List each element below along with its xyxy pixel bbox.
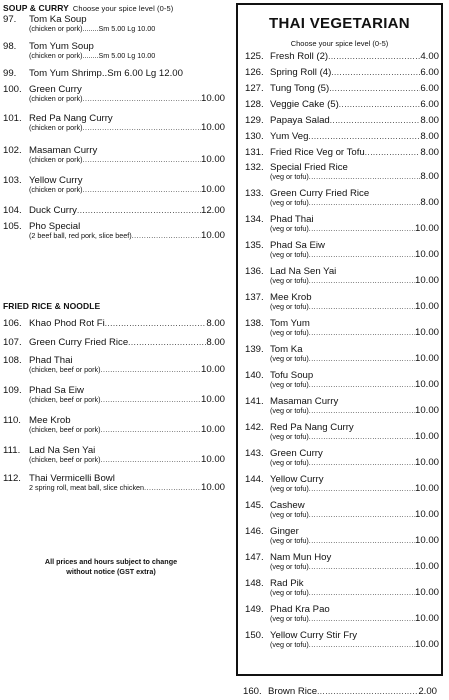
vegetarian-item — [245, 115, 439, 126]
item-description-row — [245, 589, 439, 598]
item-description-row — [3, 396, 225, 405]
soup-item — [3, 205, 225, 216]
item-description: (veg or tofu) — [270, 510, 309, 519]
item-price: 8.00 — [420, 147, 439, 158]
item-description-row — [3, 95, 225, 104]
soup-item — [3, 145, 225, 165]
item-number: 144. — [245, 474, 264, 485]
item-number: 150. — [245, 630, 264, 641]
rice-item-line — [3, 337, 225, 348]
item-number: 147. — [245, 552, 264, 563]
item-price: 10.00 — [414, 249, 439, 260]
item-price: 10.00 — [200, 184, 225, 195]
item-description-row — [3, 25, 225, 33]
item-name: Papaya Salad — [270, 115, 330, 126]
dot-leader — [309, 174, 421, 182]
item-number: 142. — [245, 422, 264, 433]
vegetarian-item — [245, 552, 439, 572]
item-number: 102. — [3, 145, 22, 156]
dot-leader — [309, 226, 415, 234]
item-name: Tom Ka Soup — [29, 14, 87, 25]
vegetarian-item-line — [245, 67, 439, 78]
vegetarian-box — [236, 3, 443, 676]
dot-leader — [101, 427, 201, 435]
item-description-row — [3, 232, 225, 241]
item-name: Masaman Curry — [29, 145, 98, 156]
item-description: (veg or tofu) — [270, 198, 309, 207]
vegetarian-item — [245, 67, 439, 78]
item-description: (veg or tofu) — [270, 354, 309, 363]
dot-leader — [309, 408, 415, 416]
item-number: 110. — [3, 415, 21, 426]
vegetarian-item-line — [245, 147, 439, 158]
extra-item-price: 2.00 — [418, 686, 437, 697]
dot-leader — [309, 512, 415, 520]
item-name: Yellow Curry Stir Fry — [270, 630, 358, 641]
item-price: 8.00 — [420, 131, 439, 142]
item-name: Mee Krob — [270, 292, 312, 303]
dot-leader — [309, 460, 415, 468]
vegetarian-item — [245, 578, 439, 598]
item-number: 125. — [245, 51, 264, 62]
item-price: 10.00 — [414, 509, 439, 520]
vegetarian-item-line — [245, 131, 439, 142]
vegetarian-item — [245, 500, 439, 520]
item-number: 143. — [245, 448, 264, 459]
item-price: 10.00 — [200, 424, 225, 435]
item-price: 10.00 — [200, 93, 225, 104]
item-name: Tom Yum — [270, 318, 310, 329]
dot-leader — [83, 96, 201, 104]
item-price: 8.00 — [420, 171, 439, 182]
dot-leader — [309, 304, 415, 312]
vegetarian-item — [245, 214, 439, 234]
vegetarian-item — [245, 422, 439, 442]
item-number: 100. — [3, 84, 22, 95]
item-price: 10.00 — [414, 301, 439, 312]
vegetarian-item-line — [245, 83, 439, 94]
vegetarian-item — [245, 162, 439, 182]
vegetarian-item — [245, 292, 439, 312]
item-price: 8.00 — [420, 115, 439, 126]
soup-item — [3, 14, 225, 33]
item-description-row — [245, 173, 439, 182]
item-description: 2 spring roll, meat ball, slice chicken — [29, 483, 145, 492]
item-description: (veg or tofu) — [270, 588, 309, 597]
item-price: 10.00 — [414, 535, 439, 546]
item-number: 104. — [3, 205, 22, 216]
rice-item — [3, 318, 225, 329]
vegetarian-item — [245, 318, 439, 338]
item-description-row — [245, 277, 439, 286]
item-name: Red Pa Nang Curry — [270, 422, 354, 433]
item-price: 10.00 — [414, 327, 439, 338]
item-description-row — [3, 186, 225, 195]
item-description: (chicken, beef or pork) — [29, 455, 101, 464]
dot-leader — [128, 337, 206, 348]
item-number: 128. — [245, 99, 264, 110]
rice-heading-text: FRIED RICE & NOODLE — [3, 301, 101, 311]
item-number: 148. — [245, 578, 264, 589]
item-name: Spring Roll (4) — [270, 67, 332, 78]
dot-leader — [317, 686, 418, 697]
item-price: 10.00 — [200, 364, 225, 375]
vegetarian-item-line — [245, 99, 439, 110]
item-description-row — [245, 407, 439, 416]
item-name: Yellow Curry — [29, 175, 83, 186]
price-notice — [22, 557, 200, 577]
rice-item-line — [3, 318, 225, 329]
item-description-row — [3, 484, 225, 493]
item-price: 10.00 — [414, 587, 439, 598]
item-name: Red Pa Nang Curry — [29, 113, 113, 124]
item-name: Nam Mun Hoy — [270, 552, 332, 563]
item-description: (chicken or pork) — [29, 185, 83, 194]
rice-item — [3, 337, 225, 348]
dot-leader — [132, 233, 201, 241]
soup-item — [3, 68, 225, 79]
dot-leader — [101, 367, 201, 375]
item-price: 4.00 — [420, 51, 439, 62]
soup-item — [3, 175, 225, 195]
item-name: Phad Kra Pao — [270, 604, 330, 615]
item-description-row — [245, 433, 439, 442]
item-name: Green Curry Fried Rice — [270, 188, 370, 199]
item-price: 10.00 — [414, 483, 439, 494]
rice-item — [3, 385, 225, 405]
vegetarian-item — [245, 604, 439, 624]
dot-leader — [309, 616, 415, 624]
item-number: 131. — [245, 147, 264, 158]
item-name: Phad Thai — [29, 355, 73, 366]
notice-line-1: All prices and hours subject to change — [44, 557, 178, 566]
item-price: 6.00 — [420, 83, 439, 94]
dot-leader — [309, 590, 415, 598]
item-number: 101. — [3, 113, 22, 124]
item-number: 137. — [245, 292, 264, 303]
item-name: Fried Rice Veg or Tofu — [270, 147, 365, 158]
item-name: Tom Ka — [270, 344, 303, 355]
item-name: Cashew — [270, 500, 305, 511]
dot-leader — [330, 115, 421, 126]
item-price: 10.00 — [200, 122, 225, 133]
item-number: 112. — [3, 473, 21, 484]
item-name: Khao Phod Rot Fi — [29, 318, 105, 329]
dot-leader — [309, 434, 415, 442]
extra-item-name: Brown Rice — [268, 686, 318, 697]
item-price: 10.00 — [200, 154, 225, 165]
item-description: (chicken, beef or pork) — [29, 425, 101, 434]
item-name: Thai Vermicelli Bowl — [29, 473, 115, 484]
item-name: Duck Curry — [29, 205, 77, 216]
item-description: (chicken or pork)........Sm 5.00 Lg 10.00 — [29, 24, 156, 33]
rice-item — [3, 473, 225, 493]
item-price: 10.00 — [414, 639, 439, 650]
dot-leader — [83, 125, 201, 133]
item-number: 145. — [245, 500, 264, 511]
item-number: 146. — [245, 526, 264, 537]
item-description-row — [245, 329, 439, 338]
item-description: (veg or tofu) — [270, 562, 309, 571]
item-price: 10.00 — [414, 379, 439, 390]
item-description-row — [245, 537, 439, 546]
item-description: (chicken or pork) — [29, 94, 83, 103]
item-number: 106. — [3, 318, 22, 329]
item-name: Masaman Curry — [270, 396, 339, 407]
dot-leader — [83, 187, 201, 195]
vegetarian-item — [245, 240, 439, 260]
vegetarian-item — [245, 474, 439, 494]
item-description: (chicken, beef or pork) — [29, 365, 101, 374]
dot-leader — [309, 356, 415, 364]
dot-leader — [77, 205, 201, 216]
item-price: 10.00 — [414, 613, 439, 624]
item-price: 10.00 — [200, 454, 225, 465]
dot-leader — [331, 67, 420, 78]
item-number: 134. — [245, 214, 264, 225]
rice-item — [3, 445, 225, 465]
vegetarian-item — [245, 448, 439, 468]
item-name: Yellow Curry — [270, 474, 324, 485]
vegetarian-item — [245, 396, 439, 416]
item-description-row — [3, 456, 225, 465]
item-name: Ginger — [270, 526, 299, 537]
item-name: Tofu Soup — [270, 370, 314, 381]
vegetarian-item — [245, 51, 439, 62]
item-description: (veg or tofu) — [270, 380, 309, 389]
item-number: 111. — [3, 445, 21, 456]
item-description: (chicken or pork)........Sm 5.00 Lg 10.00 — [29, 51, 156, 60]
item-price: 10.00 — [414, 431, 439, 442]
item-description: (chicken or pork) — [29, 155, 83, 164]
item-name: Green Curry Fried Rice — [29, 337, 129, 348]
dot-leader — [309, 200, 421, 208]
item-name: Green Curry — [29, 84, 82, 95]
item-description: (veg or tofu) — [270, 250, 309, 259]
item-description: (chicken or pork) — [29, 123, 83, 132]
item-name: Tom Yum Shrimp..Sm 6.00 Lg 12.00 — [29, 68, 183, 79]
dot-leader — [144, 485, 201, 493]
item-description: (veg or tofu) — [270, 328, 309, 337]
dot-leader — [365, 147, 421, 158]
item-name: Special Fried Rice — [270, 162, 348, 173]
item-description-row — [3, 156, 225, 165]
vegetarian-item — [245, 370, 439, 390]
item-description-row — [245, 381, 439, 390]
vegetarian-title: THAI VEGETARIAN — [269, 15, 410, 32]
item-description: (2 beef ball, red pork, slice beef) — [29, 231, 132, 240]
item-description: (chicken, beef or pork) — [29, 395, 101, 404]
item-price: 10.00 — [414, 457, 439, 468]
vegetarian-item-line — [245, 51, 439, 62]
item-description-row — [245, 511, 439, 520]
dot-leader — [328, 51, 420, 62]
item-name: Tung Tong (5) — [270, 83, 330, 94]
rice-item — [3, 415, 225, 435]
item-description: (veg or tofu) — [270, 172, 309, 181]
item-name: Phad Sa Eiw — [270, 240, 325, 251]
item-number: 105. — [3, 221, 22, 232]
item-price: 10.00 — [200, 230, 225, 241]
item-price: 10.00 — [414, 223, 439, 234]
item-description-row — [245, 355, 439, 364]
item-description-row — [245, 251, 439, 260]
dot-leader — [309, 278, 415, 286]
item-price: 8.00 — [206, 337, 225, 348]
item-number: 126. — [245, 67, 264, 78]
dot-leader — [309, 642, 415, 650]
item-number: 109. — [3, 385, 22, 396]
item-number: 136. — [245, 266, 264, 277]
vegetarian-item-line — [245, 115, 439, 126]
dot-leader — [83, 157, 201, 165]
item-price: 10.00 — [200, 394, 225, 405]
vegetarian-spice-note: Choose your spice level (0-5) — [290, 39, 389, 48]
notice-line-2: without notice (GST extra) — [66, 567, 156, 576]
soup-item — [3, 84, 225, 104]
item-description-row — [3, 426, 225, 435]
item-description-row — [3, 52, 225, 60]
item-name: Lad Na Sen Yai — [29, 445, 96, 456]
item-price: 8.00 — [420, 197, 439, 208]
vegetarian-item — [245, 131, 439, 142]
item-description-row — [245, 199, 439, 208]
dot-leader — [101, 397, 201, 405]
item-description: (veg or tofu) — [270, 432, 309, 441]
item-description-row — [245, 563, 439, 572]
item-number: 133. — [245, 188, 264, 199]
item-number: 107. — [3, 337, 22, 348]
item-number: 140. — [245, 370, 264, 381]
extra-item — [243, 686, 437, 697]
soup-section-heading — [3, 3, 173, 13]
dot-leader — [309, 564, 415, 572]
item-description-row — [3, 366, 225, 375]
item-number: 149. — [245, 604, 264, 615]
item-description: (veg or tofu) — [270, 484, 309, 493]
dot-leader — [308, 131, 420, 142]
vegetarian-item — [245, 99, 439, 110]
dot-leader — [309, 382, 415, 390]
item-name: Pho Special — [29, 221, 81, 232]
soup-spice-note: Choose your spice level (0-5) — [72, 4, 174, 13]
item-number: 98. — [3, 41, 17, 52]
item-name: Tom Yum Soup — [29, 41, 94, 52]
item-price: 6.00 — [420, 99, 439, 110]
vegetarian-item — [245, 83, 439, 94]
item-number: 132. — [245, 162, 264, 173]
item-description-row — [3, 124, 225, 133]
item-number: 139. — [245, 344, 264, 355]
extra-item-number: 160. — [243, 686, 262, 697]
dot-leader — [339, 99, 421, 110]
item-price: 10.00 — [200, 482, 225, 493]
item-description-row — [245, 641, 439, 650]
item-name: Mee Krob — [29, 415, 71, 426]
item-number: 135. — [245, 240, 264, 251]
item-number: 99. — [3, 68, 17, 79]
dot-leader — [309, 252, 415, 260]
soup-item — [3, 113, 225, 133]
soup-heading-text: SOUP & CURRY — [3, 3, 69, 13]
dot-leader — [105, 318, 207, 329]
rice-item — [3, 355, 225, 375]
item-name: Lad Na Sen Yai — [270, 266, 337, 277]
item-price: 12.00 — [200, 205, 225, 216]
item-name: Green Curry — [270, 448, 323, 459]
vegetarian-item — [245, 188, 439, 208]
vegetarian-item — [245, 266, 439, 286]
vegetarian-item — [245, 147, 439, 158]
item-price: 10.00 — [414, 405, 439, 416]
dot-leader — [101, 457, 201, 465]
item-description: (veg or tofu) — [270, 614, 309, 623]
item-number: 138. — [245, 318, 264, 329]
item-price: 8.00 — [206, 318, 225, 329]
item-number: 141. — [245, 396, 264, 407]
item-price: 10.00 — [414, 353, 439, 364]
item-description: (veg or tofu) — [270, 536, 309, 545]
item-number: 129. — [245, 115, 264, 126]
item-number: 127. — [245, 83, 264, 94]
item-description-row — [245, 225, 439, 234]
soup-item-line — [3, 205, 225, 216]
dot-leader — [309, 486, 415, 494]
dot-leader — [309, 330, 415, 338]
vegetarian-item — [245, 344, 439, 364]
dot-leader — [329, 83, 420, 94]
rice-section-heading — [3, 301, 100, 311]
item-name: Yum Veg — [270, 131, 309, 142]
item-name: Phad Sa Eiw — [29, 385, 84, 396]
item-name: Rad Pik — [270, 578, 304, 589]
item-price: 6.00 — [420, 67, 439, 78]
vegetarian-item — [245, 630, 439, 650]
item-price: 10.00 — [414, 275, 439, 286]
item-description: (veg or tofu) — [270, 406, 309, 415]
item-description: (veg or tofu) — [270, 302, 309, 311]
item-description: (veg or tofu) — [270, 224, 309, 233]
vegetarian-item — [245, 526, 439, 546]
dot-leader — [309, 538, 415, 546]
soup-item-line — [3, 68, 225, 79]
item-name: Fresh Roll (2) — [270, 51, 329, 62]
item-number: 97. — [3, 14, 17, 25]
soup-item — [3, 221, 225, 241]
item-description: (veg or tofu) — [270, 458, 309, 467]
item-description-row — [245, 615, 439, 624]
item-description: (veg or tofu) — [270, 276, 309, 285]
item-name: Veggie Cake (5) — [270, 99, 339, 110]
item-description-row — [245, 303, 439, 312]
soup-item — [3, 41, 225, 60]
item-name: Phad Thai — [270, 214, 314, 225]
item-number: 108. — [3, 355, 22, 366]
item-description: (veg or tofu) — [270, 640, 309, 649]
item-description-row — [245, 459, 439, 468]
item-number: 103. — [3, 175, 22, 186]
item-number: 130. — [245, 131, 264, 142]
item-price: 10.00 — [414, 561, 439, 572]
item-description-row — [245, 485, 439, 494]
